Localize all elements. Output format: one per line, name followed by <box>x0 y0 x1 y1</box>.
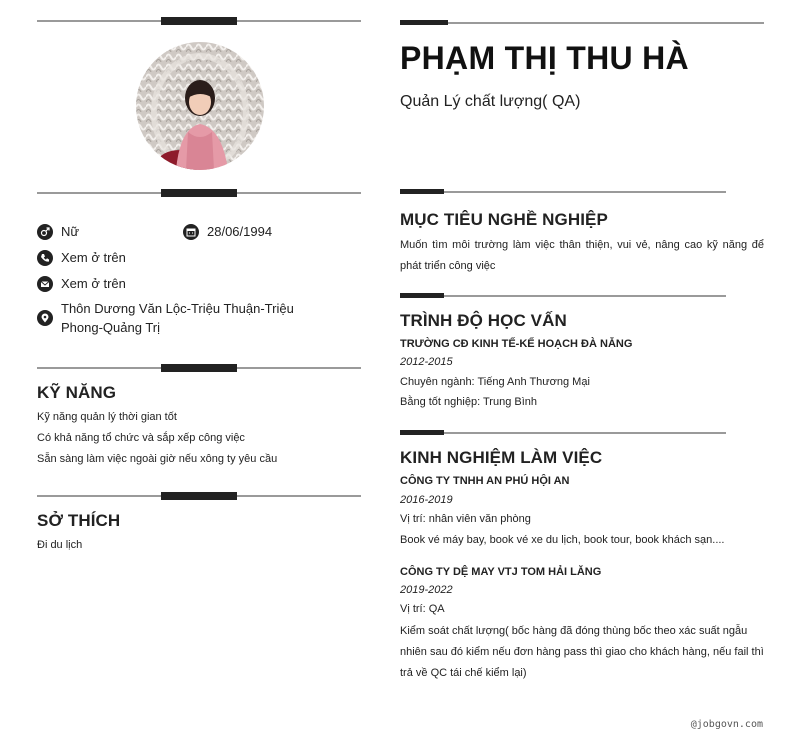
skills-title: KỸ NĂNG <box>37 383 117 402</box>
birthday-value: 28/06/1994 <box>207 224 273 239</box>
education-period: 2012-2015 <box>400 356 453 368</box>
objective-title: MỤC TIÊU NGHỀ NGHIỆP <box>400 210 608 229</box>
hobbies-title: SỞ THÍCH <box>37 511 121 530</box>
email-row <box>37 276 126 293</box>
phone-icon <box>37 250 53 266</box>
birthday-row <box>183 224 272 241</box>
avatar <box>136 42 264 170</box>
job-description: Kiểm soát chất lượng( bốc hàng đã đóng thùng bốc theo xác suất ngẫu nhiên sau đó kiểm nếu đơn hàng pass thì giao cho khách hàng, nếu fail thì trả về QC tái chế kiểm lại) <box>400 625 764 679</box>
phone-value: Xem ở trên <box>61 250 126 265</box>
job-company: CÔNG TY DỆ MAY VTJ TOM HẢI LĂNG <box>400 566 602 578</box>
gender-icon <box>37 224 53 240</box>
job-description: Book vé máy bay, book vé xe du lịch, book tour, book khách sạn.... <box>400 534 725 546</box>
job-period: 2019-2022 <box>400 584 453 596</box>
education-major: Chuyên ngành: Tiếng Anh Thương Mại <box>400 376 590 388</box>
top-divider <box>37 17 361 25</box>
skill-item: Sẵn sàng làm việc ngoài giờ nếu xông ty yêu cầu <box>37 453 278 465</box>
skill-item: Kỹ năng quản lý thời gian tốt <box>37 411 177 423</box>
header-divider <box>400 20 764 25</box>
objective-text: Muốn tìm môi trường làm việc thân thiện, vui vẻ, nâng cao kỹ năng để phát triển công việc <box>400 239 764 272</box>
avatar-photo <box>136 42 264 170</box>
watermark: @jobgovn.com <box>690 719 763 730</box>
experience-title: KINH NGHIỆM LÀM VIỆC <box>400 448 603 467</box>
education-degree: Bằng tốt nghiệp: Trung Bình <box>400 396 537 408</box>
location-pin-icon <box>37 310 53 326</box>
job-position: Vị trí: nhân viên văn phòng <box>400 513 531 525</box>
job-period: 2016-2019 <box>400 494 453 506</box>
gender-row <box>37 224 79 241</box>
hobbies-divider <box>37 492 361 500</box>
experience-divider <box>400 430 726 435</box>
hobby-item: Đi du lịch <box>37 539 83 551</box>
skill-item: Có khả năng tổ chức và sắp xếp công việc <box>37 432 245 444</box>
phone-row <box>37 250 126 267</box>
contact-divider <box>37 189 361 197</box>
job-position: Vị trí: QA <box>400 603 445 615</box>
email-icon <box>37 276 53 292</box>
skills-divider <box>37 364 361 372</box>
job-company: CÔNG TY TNHH AN PHÚ HỘI AN <box>400 475 570 487</box>
address-row <box>37 301 337 337</box>
objective-divider <box>400 189 726 194</box>
address-value: Thôn Dương Văn Lộc-Triệu Thuận-Triệu Phong-Quảng Trị <box>61 301 294 335</box>
education-title: TRÌNH ĐỘ HỌC VẤN <box>400 311 567 330</box>
school-name: TRƯỜNG CĐ KINH TẾ-KẾ HOẠCH ĐÀ NẴNG <box>400 338 633 350</box>
candidate-name: PHẠM THỊ THU HÀ <box>400 40 689 76</box>
calendar-icon <box>183 224 199 240</box>
gender-value: Nữ <box>61 224 80 239</box>
email-value: Xem ở trên <box>61 276 126 291</box>
candidate-role: Quản Lý chất lượng( QA) <box>400 93 581 110</box>
education-divider <box>400 293 726 298</box>
